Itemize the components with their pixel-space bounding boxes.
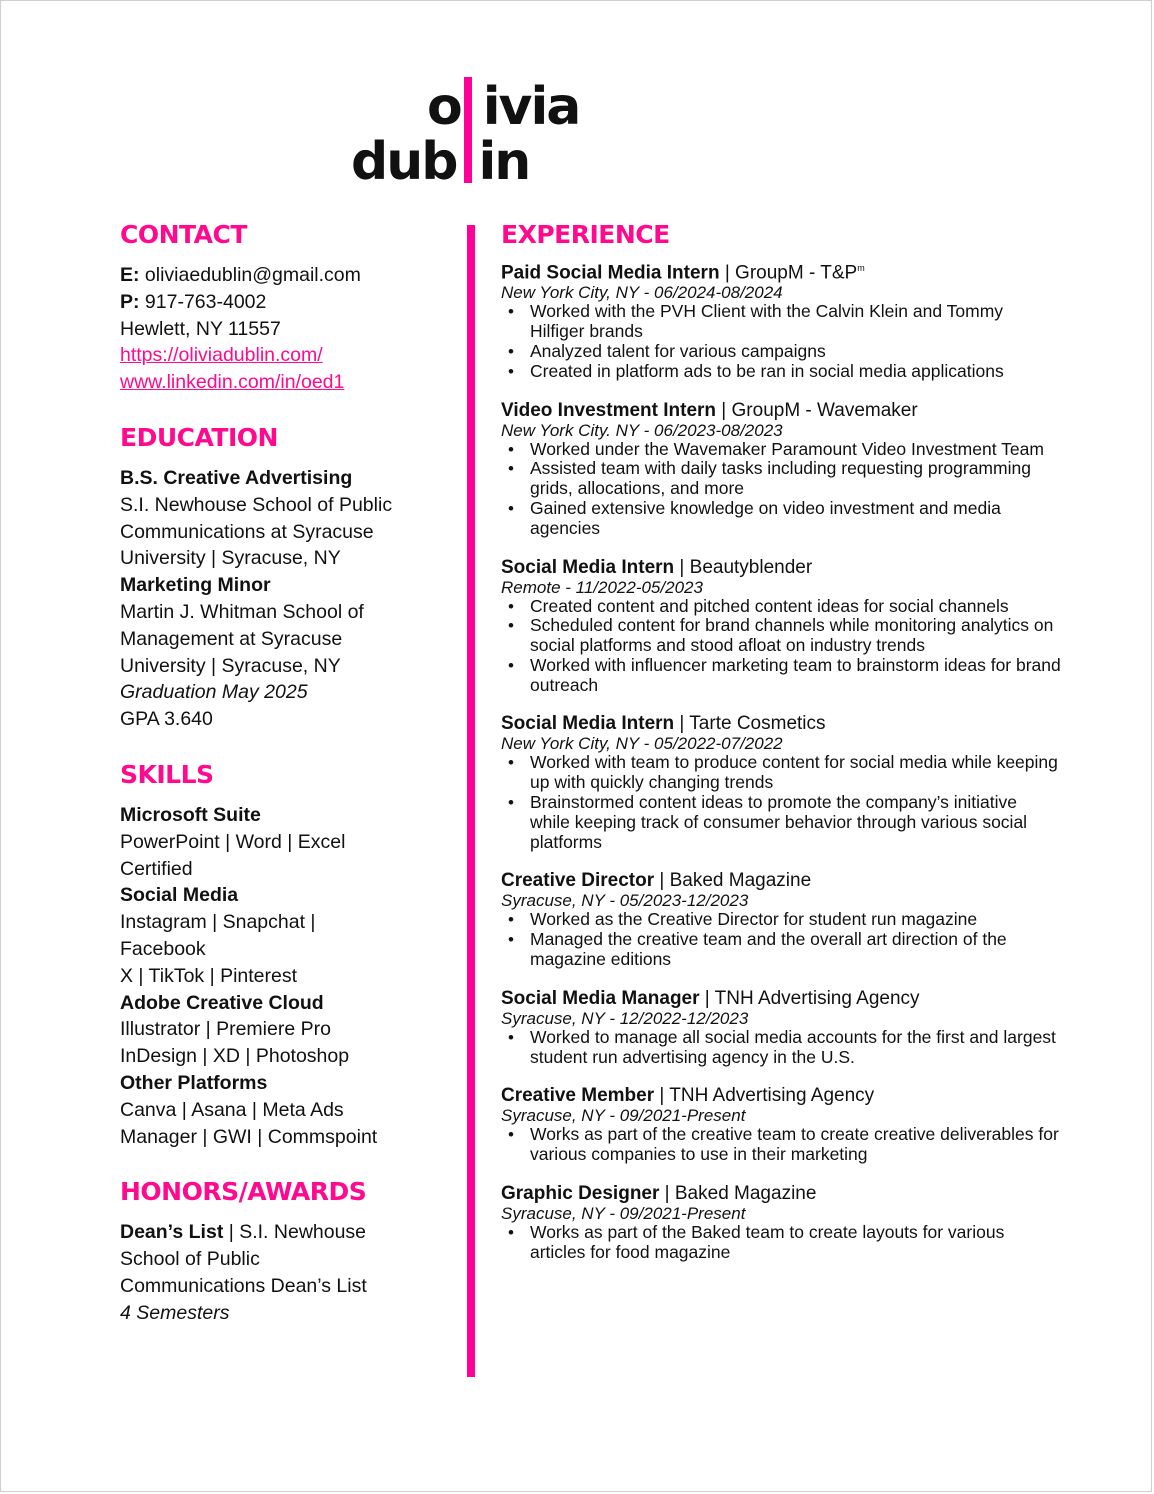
job-bullet: • Worked under the Wavemaker Paramount Video Investment Team: [501, 440, 1061, 460]
phone-value: 917-763-4002: [144, 290, 267, 313]
job-entry: [501, 400, 1061, 539]
job-bullets: [501, 753, 1061, 852]
phone-label: P:: [120, 290, 140, 313]
job-organization: | TNH Advertising Agency: [699, 987, 920, 1009]
award-org: | S.I. Newhouse: [223, 1221, 367, 1244]
email-value: oliviaedublin@gmail.com: [144, 264, 361, 286]
job-location-dates: New York City. NY - 06/2023-08/2023: [501, 420, 783, 440]
job-organization: | TNH Advertising Agency: [654, 1085, 875, 1107]
job-entry: [501, 257, 1061, 382]
graduation-date: Graduation May 2025: [120, 681, 308, 704]
skill-line: Manager | GWI | Commspoint: [120, 1125, 378, 1148]
honors-section: [120, 1176, 440, 1326]
skill-group-name: Other Platforms: [120, 1071, 268, 1094]
email-line: [120, 262, 440, 289]
job-bullet: • Brainstormed content ideas to promote the company’s initiative while keeping track of consumer behavior through various social platforms: [501, 793, 1061, 852]
job-role: Creative Director: [501, 870, 655, 892]
job-entry: [501, 1183, 1061, 1263]
honors-heading: HONORS/AWARDS: [120, 1177, 367, 1207]
degree-school-line: Communications at Syracuse: [120, 520, 374, 543]
skills-section: [120, 759, 440, 1150]
name-logo: [313, 59, 631, 193]
job-entry: [501, 988, 1061, 1068]
education-heading: EDUCATION: [120, 422, 278, 452]
skill-line: Facebook: [120, 937, 206, 960]
job-organization: | Beautyblender: [674, 556, 813, 578]
job-bullet: • Assisted team with daily tasks including requesting programming grids, allocations, and more: [501, 459, 1061, 499]
left-column: [120, 219, 440, 1353]
job-bullet: • Managed the creative team and the overall art direction of the magazine editions: [501, 930, 1061, 970]
job-bullets: [501, 302, 1061, 381]
education-section: [120, 422, 440, 733]
job-bullet: • Worked as the Creative Director for student run magazine: [501, 910, 1061, 930]
job-role: Graphic Designer: [501, 1183, 660, 1205]
logo-last-name: dub in: [351, 132, 530, 192]
job-location-dates: Syracuse, NY - 12/2022-12/2023: [501, 1008, 749, 1028]
job-bullets: [501, 1125, 1061, 1165]
job-bullet: • Works as part of the Baked team to create layouts for various articles for food magazine: [501, 1223, 1061, 1263]
minor: Marketing Minor: [120, 574, 271, 597]
job-location-dates: New York City, NY - 05/2022-07/2022: [501, 734, 783, 754]
job-bullets: [501, 1223, 1061, 1263]
job-entry: [501, 870, 1061, 969]
column-divider: [467, 225, 475, 1377]
skill-line: PowerPoint | Word | Excel: [120, 830, 346, 853]
phone-line: [120, 289, 440, 316]
linkedin-link[interactable]: www.linkedin.com/in/oed1: [120, 371, 345, 394]
job-header: [501, 713, 1061, 735]
job-header: [501, 1085, 1061, 1107]
trademark-mark: m: [857, 263, 865, 273]
minor-school-line: Martin J. Whitman School of: [120, 600, 364, 623]
job-location-dates: Syracuse, NY - 05/2023-12/2023: [501, 891, 749, 911]
job-role: Social Media Intern: [501, 556, 675, 578]
job-header: [501, 870, 1061, 892]
contact-heading: CONTACT: [120, 220, 247, 249]
job-bullet: • Created in platform ads to be ran in social media applications: [501, 362, 1061, 382]
job-organization: | Tarte Cosmetics: [674, 713, 826, 735]
job-bullets: [501, 597, 1061, 696]
job-header: [501, 400, 1061, 422]
logo-first-name: o ivia: [427, 77, 580, 137]
experience-heading: EXPERIENCE: [501, 220, 670, 249]
job-bullet: • Created content and pitched content ideas for social channels: [501, 597, 1061, 617]
award-detail-line: Communications Dean’s List: [120, 1274, 367, 1297]
job-entry: [501, 713, 1061, 852]
job-header: [501, 1183, 1061, 1205]
gpa: GPA 3.640: [120, 708, 213, 731]
job-location-dates: Syracuse, NY - 09/2021-Present: [501, 1204, 746, 1224]
award-name: Dean’s List: [120, 1221, 224, 1244]
job-bullet: • Works as part of the creative team to create creative deliverables for various companies to use in their marketing: [501, 1125, 1061, 1165]
job-location-dates: Remote - 11/2022-05/2023: [501, 577, 703, 597]
job-bullet: • Worked with the PVH Client with the Calvin Klein and Tommy Hilfiger brands: [501, 302, 1061, 342]
job-organization: | Baked Magazine: [654, 870, 812, 892]
skill-group-name: Social Media: [120, 884, 239, 907]
skill-line: X | TikTok | Pinterest: [120, 964, 298, 987]
job-bullet: • Worked with influencer marketing team to brainstorm ideas for brand outreach: [501, 656, 1061, 696]
skill-group: [120, 882, 440, 989]
job-entry: [501, 557, 1061, 696]
job-location-dates: Syracuse, NY - 09/2021-Present: [501, 1106, 746, 1126]
job-bullet: • Gained extensive knowledge on video investment and media agencies: [501, 499, 1061, 539]
skills-heading: SKILLS: [120, 759, 214, 789]
skill-group: [120, 1070, 440, 1150]
job-location-dates: New York City, NY - 06/2024-08/2024: [501, 283, 783, 303]
job-entry: [501, 1085, 1061, 1165]
skill-line: InDesign | XD | Photoshop: [120, 1045, 350, 1068]
job-bullets: [501, 440, 1061, 539]
job-role: Social Media Intern: [501, 713, 675, 735]
job-organization: | GroupM - Wavemaker: [716, 399, 918, 421]
job-role: Paid Social Media Intern: [501, 262, 720, 284]
job-role: Creative Member: [501, 1085, 655, 1107]
award-line: [120, 1219, 440, 1246]
skill-line: Instagram | Snapchat |: [120, 911, 316, 934]
minor-school-line: University | Syracuse, NY: [120, 654, 341, 677]
right-column: [501, 219, 1061, 1281]
minor-school-line: Management at Syracuse: [120, 627, 343, 650]
degree-school-line: S.I. Newhouse School of Public: [120, 493, 393, 516]
job-header: [501, 988, 1061, 1010]
email-label: E:: [120, 264, 140, 286]
job-bullet: • Worked with team to produce content for social media while keeping up with quickly changing trends: [501, 753, 1061, 793]
job-header: [501, 557, 1061, 579]
degree-school-line: University | Syracuse, NY: [120, 547, 341, 570]
job-header: [501, 257, 1061, 284]
award-detail-line: School of Public: [120, 1248, 260, 1271]
skill-group-name: Adobe Creative Cloud: [120, 991, 324, 1014]
job-bullets: [501, 1028, 1061, 1068]
skill-line: Canva | Asana | Meta Ads: [120, 1098, 344, 1121]
job-organization: | Baked Magazine: [659, 1183, 817, 1205]
address: Hewlett, NY 11557: [120, 317, 281, 340]
job-organization: | GroupM - T&P: [719, 262, 858, 284]
job-bullet: • Worked to manage all social media accounts for the first and largest student run advertising agency in the U.S.: [501, 1028, 1061, 1068]
skill-group: [120, 990, 440, 1070]
job-bullet: • Analyzed talent for various campaigns: [501, 342, 1061, 362]
contact-section: [120, 219, 440, 396]
skill-line: Certified: [120, 857, 193, 880]
job-bullets: [501, 910, 1061, 969]
skill-group: [120, 802, 440, 882]
experience-list: [501, 257, 1061, 1263]
award-note: 4 Semesters: [120, 1301, 230, 1324]
job-role: Social Media Manager: [501, 987, 700, 1009]
job-role: Video Investment Intern: [501, 399, 717, 421]
skill-line: Illustrator | Premiere Pro: [120, 1018, 331, 1041]
skill-group-name: Microsoft Suite: [120, 803, 261, 826]
website-link[interactable]: https://oliviadublin.com/: [120, 344, 323, 367]
degree: B.S. Creative Advertising: [120, 466, 353, 489]
job-bullet: • Scheduled content for brand channels while monitoring analytics on social platforms and stood afloat on industry trends: [501, 616, 1061, 656]
